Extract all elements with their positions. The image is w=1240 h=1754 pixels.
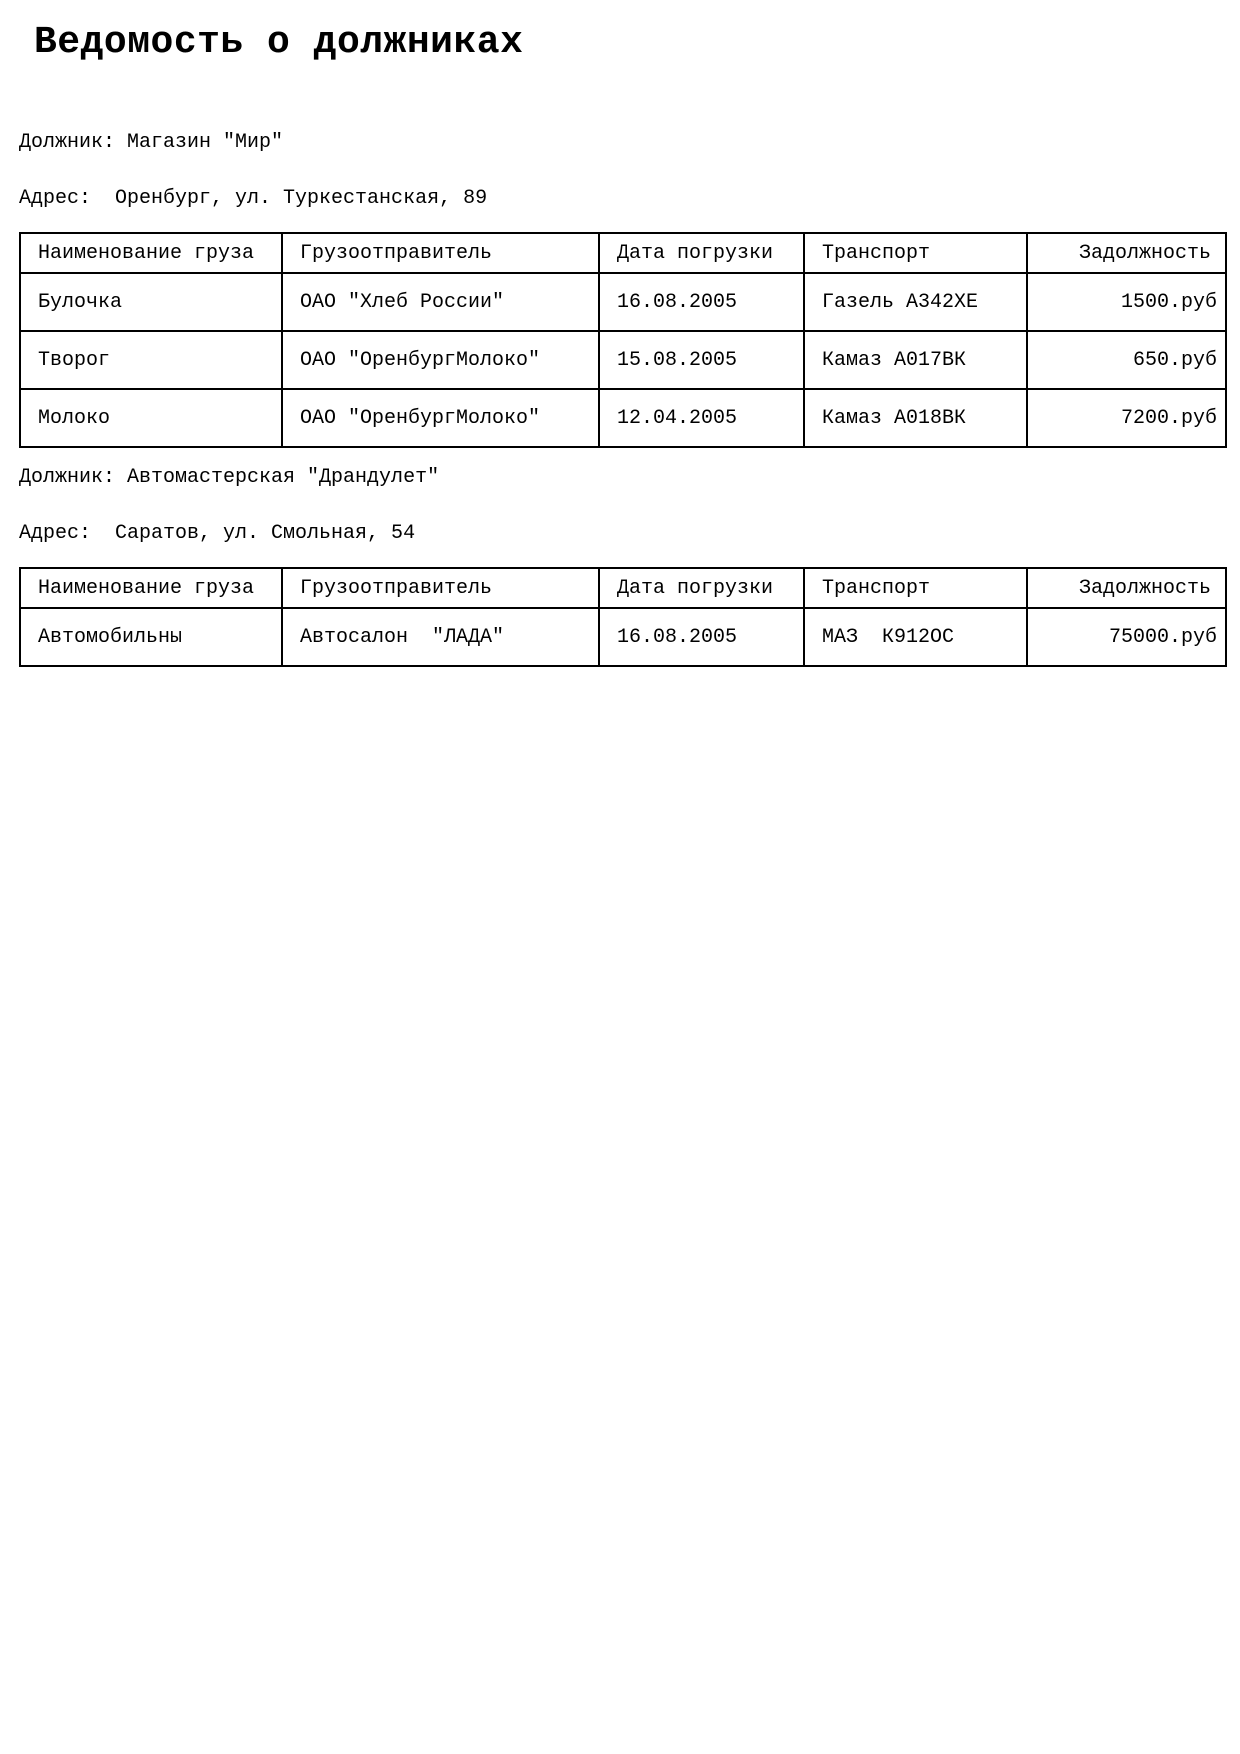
- shipper-cell: ОАО "ОренбургМолоко": [282, 331, 599, 389]
- column-header-cargo: Наименование груза: [20, 568, 282, 608]
- table-header-row: [20, 233, 1226, 273]
- debtor-address-line: Адрес: Оренбург, ул. Туркестанская, 89: [19, 187, 488, 210]
- table-row: [20, 331, 1226, 389]
- date-cell: 15.08.2005: [599, 331, 804, 389]
- cargo-cell: Булочка: [20, 273, 282, 331]
- debt-cell: 7200.руб: [1027, 389, 1226, 447]
- transport-cell: Газель А342ХЕ: [804, 273, 1027, 331]
- table-row: [20, 389, 1226, 447]
- table-row: [20, 608, 1226, 666]
- column-header-shipper: Грузоотправитель: [282, 568, 599, 608]
- cargo-cell: Молоко: [20, 389, 282, 447]
- date-cell: 16.08.2005: [599, 273, 804, 331]
- column-header-transport: Транспорт: [804, 568, 1027, 608]
- transport-cell: Камаз А018ВК: [804, 389, 1027, 447]
- column-header-date: Дата погрузки: [599, 233, 804, 273]
- date-cell: 16.08.2005: [599, 608, 804, 666]
- cargo-cell: Творог: [20, 331, 282, 389]
- column-header-date: Дата погрузки: [599, 568, 804, 608]
- transport-cell: Камаз А017ВК: [804, 331, 1027, 389]
- debt-table: [19, 232, 1227, 448]
- date-cell: 12.04.2005: [599, 389, 804, 447]
- column-header-shipper: Грузоотправитель: [282, 233, 599, 273]
- shipper-cell: Автосалон "ЛАДА": [282, 608, 599, 666]
- page-title: Ведомость о должниках: [34, 21, 524, 64]
- shipper-cell: ОАО "ОренбургМолоко": [282, 389, 599, 447]
- debtor-address-line: Адрес: Саратов, ул. Смольная, 54: [19, 522, 416, 545]
- transport-cell: МАЗ К912ОС: [804, 608, 1027, 666]
- column-header-debt: Задолжность: [1027, 233, 1226, 273]
- table-header-row: [20, 568, 1226, 608]
- shipper-cell: ОАО "Хлеб России": [282, 273, 599, 331]
- debt-cell: 75000.руб: [1027, 608, 1226, 666]
- column-header-cargo: Наименование груза: [20, 233, 282, 273]
- table-row: [20, 273, 1226, 331]
- cargo-cell: Автомобильны: [20, 608, 282, 666]
- debtor-name-line: Должник: Магазин "Мир": [19, 131, 284, 154]
- debtor-name-line: Должник: Автомастерская "Драндулет": [19, 466, 440, 489]
- debt-cell: 650.руб: [1027, 331, 1226, 389]
- debt-table: [19, 567, 1227, 667]
- column-header-debt: Задолжность: [1027, 568, 1226, 608]
- column-header-transport: Транспорт: [804, 233, 1027, 273]
- debt-cell: 1500.руб: [1027, 273, 1226, 331]
